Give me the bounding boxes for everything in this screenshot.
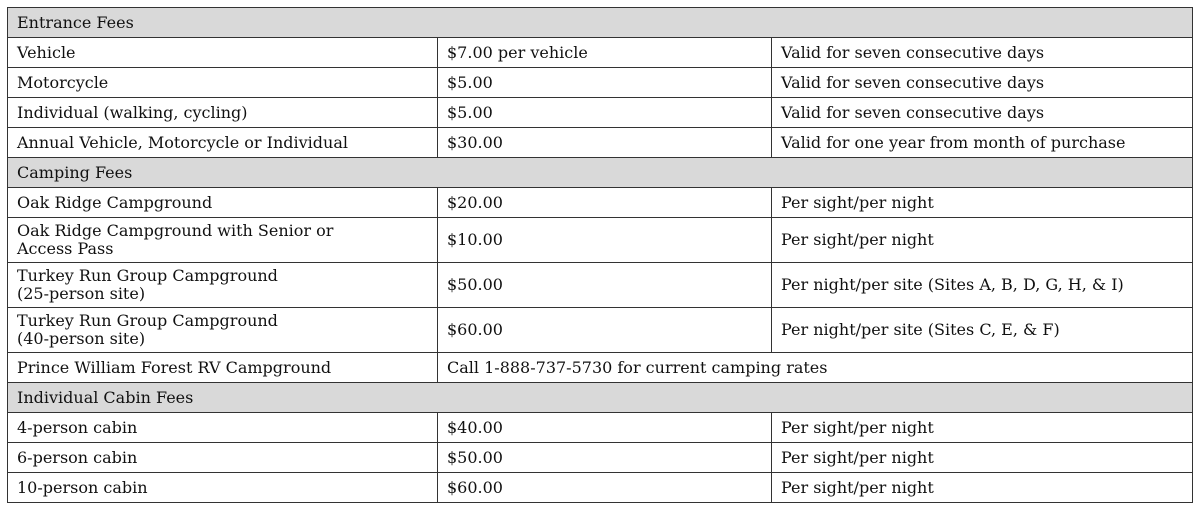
fee-name — [8, 218, 438, 263]
table-row — [8, 218, 1193, 263]
fee-note: Valid for seven consecutive days — [772, 68, 1193, 98]
fee-note: Per sight/per night — [772, 413, 1193, 443]
fee-name-line: Access Pass — [17, 239, 114, 258]
fee-price: $50.00 — [438, 263, 772, 308]
fee-price: $5.00 — [438, 68, 772, 98]
section-header-entrance-fees — [8, 8, 1193, 38]
table-row — [8, 443, 1193, 473]
table-row — [8, 263, 1193, 308]
fee-price: $60.00 — [438, 308, 772, 353]
fee-note: Valid for seven consecutive days — [772, 38, 1193, 68]
fee-name-line: Oak Ridge Campground with Senior or — [17, 221, 334, 240]
section-title: Entrance Fees — [8, 8, 1193, 38]
fee-note: Per sight/per night — [772, 188, 1193, 218]
fee-name-line: (25-person site) — [17, 284, 146, 303]
fee-name: Individual (walking, cycling) — [8, 98, 438, 128]
fee-name: 4-person cabin — [8, 413, 438, 443]
fee-note: Per night/per site (Sites A, B, D, G, H, & I) — [772, 263, 1193, 308]
fee-note: Valid for seven consecutive days — [772, 98, 1193, 128]
fee-price: $5.00 — [438, 98, 772, 128]
fee-name — [8, 263, 438, 308]
table-row — [8, 188, 1193, 218]
table-row — [8, 353, 1193, 383]
fee-name: Vehicle — [8, 38, 438, 68]
fee-price: $7.00 per vehicle — [438, 38, 772, 68]
section-header-camping-fees — [8, 158, 1193, 188]
fee-note: Valid for one year from month of purchase — [772, 128, 1193, 158]
fee-note: Per sight/per night — [772, 218, 1193, 263]
fee-price: $50.00 — [438, 443, 772, 473]
fee-name: Annual Vehicle, Motorcycle or Individual — [8, 128, 438, 158]
fee-note: Per night/per site (Sites C, E, & F) — [772, 308, 1193, 353]
fee-price: $40.00 — [438, 413, 772, 443]
fee-name: 10-person cabin — [8, 473, 438, 503]
fee-name: Prince William Forest RV Campground — [8, 353, 438, 383]
fee-price: $20.00 — [438, 188, 772, 218]
section-title: Individual Cabin Fees — [8, 383, 1193, 413]
table-row — [8, 98, 1193, 128]
fee-name — [8, 308, 438, 353]
fee-name-line: Turkey Run Group Campground — [17, 266, 278, 285]
fee-merged-note: Call 1-888-737-5730 for current camping rates — [438, 353, 1193, 383]
fee-name: 6-person cabin — [8, 443, 438, 473]
fee-name-line: (40-person site) — [17, 329, 146, 348]
fee-price: $60.00 — [438, 473, 772, 503]
table-row — [8, 413, 1193, 443]
fees-table — [7, 7, 1193, 503]
fee-name: Oak Ridge Campground — [8, 188, 438, 218]
table-row — [8, 473, 1193, 503]
fee-note: Per sight/per night — [772, 443, 1193, 473]
table-row — [8, 128, 1193, 158]
table-row — [8, 308, 1193, 353]
fee-name: Motorcycle — [8, 68, 438, 98]
table-row — [8, 38, 1193, 68]
fee-price: $10.00 — [438, 218, 772, 263]
fees-table-container — [7, 7, 1192, 503]
section-header-cabin-fees — [8, 383, 1193, 413]
fee-name-line: Turkey Run Group Campground — [17, 311, 278, 330]
fee-note: Per sight/per night — [772, 473, 1193, 503]
table-row — [8, 68, 1193, 98]
fee-price: $30.00 — [438, 128, 772, 158]
section-title: Camping Fees — [8, 158, 1193, 188]
